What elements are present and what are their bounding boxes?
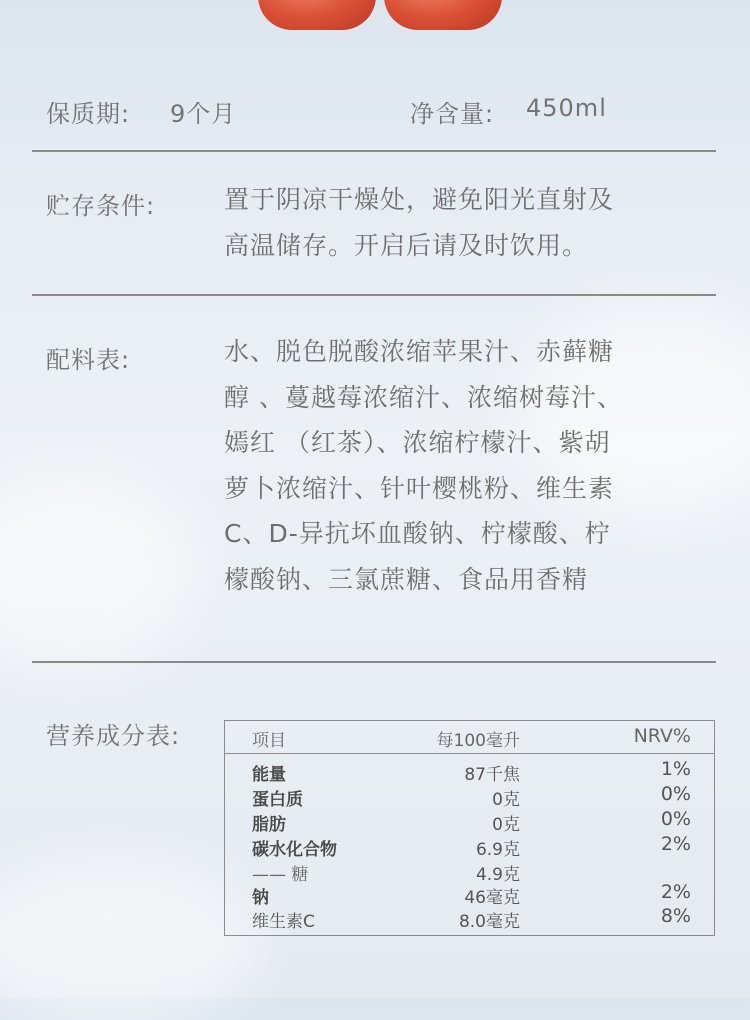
ingredients-line: 萝卜浓缩汁、针叶樱桃粉、维生素 (224, 473, 615, 503)
cloud-decoration (0, 860, 260, 1020)
row-nrv: 1% (660, 758, 691, 780)
row-item: 蛋白质 (252, 790, 303, 810)
row-item: 钠 (252, 888, 269, 908)
ingredients-line: 水、脱色脱酸浓缩苹果汁、赤藓糖 (224, 337, 615, 366)
ingredients-line: 嫣红 （红茶）、浓缩柠檬汁、紫胡 (224, 428, 611, 457)
nutrition-table-header (225, 721, 714, 754)
storage-line: 高温储存。开启后请及时饮用。 (224, 230, 589, 260)
shelf-life-label: 保质期: (46, 100, 131, 128)
ingredients-line: 醇 、蔓越莓浓缩汁、浓缩树莓汁、 (224, 382, 623, 412)
cloud-decoration (0, 470, 200, 670)
row-item: 维生素C (252, 912, 315, 932)
storage-label: 贮存条件: (46, 192, 156, 220)
header-per-100ml: 每100毫升 (436, 731, 520, 751)
row-nrv: 8% (660, 905, 691, 927)
row-nrv: 2% (660, 881, 691, 903)
row-per: 6.9克 (475, 840, 520, 860)
row-item: 碳水化合物 (252, 840, 337, 860)
nutrition-table (224, 720, 715, 936)
bottle-image-left (258, 0, 376, 30)
ingredients-text (224, 329, 704, 602)
ingredients-line: 檬酸钠、三氯蔗糖、食品用香精 (224, 564, 589, 594)
storage-line: 置于阴凉干燥处，避免阳光直射及 (224, 185, 615, 214)
header-nrv: NRV% (633, 725, 691, 747)
divider (32, 150, 716, 152)
storage-text (224, 177, 704, 268)
ingredients-line: C、D-异抗坏血酸钠、柠檬酸、柠 (224, 519, 611, 548)
row-per: 0克 (492, 790, 520, 810)
row-item: 能量 (252, 765, 286, 785)
row-nrv: 2% (660, 833, 691, 855)
row-per: 87千焦 (464, 765, 520, 785)
ingredients-label: 配料表: (46, 346, 131, 374)
row-per: 4.9克 (475, 865, 520, 885)
row-item: —— 糖 (252, 865, 309, 885)
row-per: 0克 (492, 815, 520, 835)
row-per: 46毫克 (464, 888, 520, 908)
bottle-image-right (384, 0, 502, 30)
row-per: 8.0毫克 (458, 912, 520, 932)
net-content-label: 净含量: (410, 100, 495, 128)
net-content-value: 450ml (526, 94, 607, 122)
shelf-life-value: 9个月 (170, 100, 237, 128)
row-nrv: 0% (660, 808, 691, 830)
divider (32, 661, 716, 663)
header-item: 项目 (252, 731, 286, 751)
row-nrv: 0% (660, 783, 691, 805)
divider (32, 294, 716, 296)
nutrition-label: 营养成分表: (46, 722, 181, 750)
row-item: 脂肪 (252, 815, 286, 835)
